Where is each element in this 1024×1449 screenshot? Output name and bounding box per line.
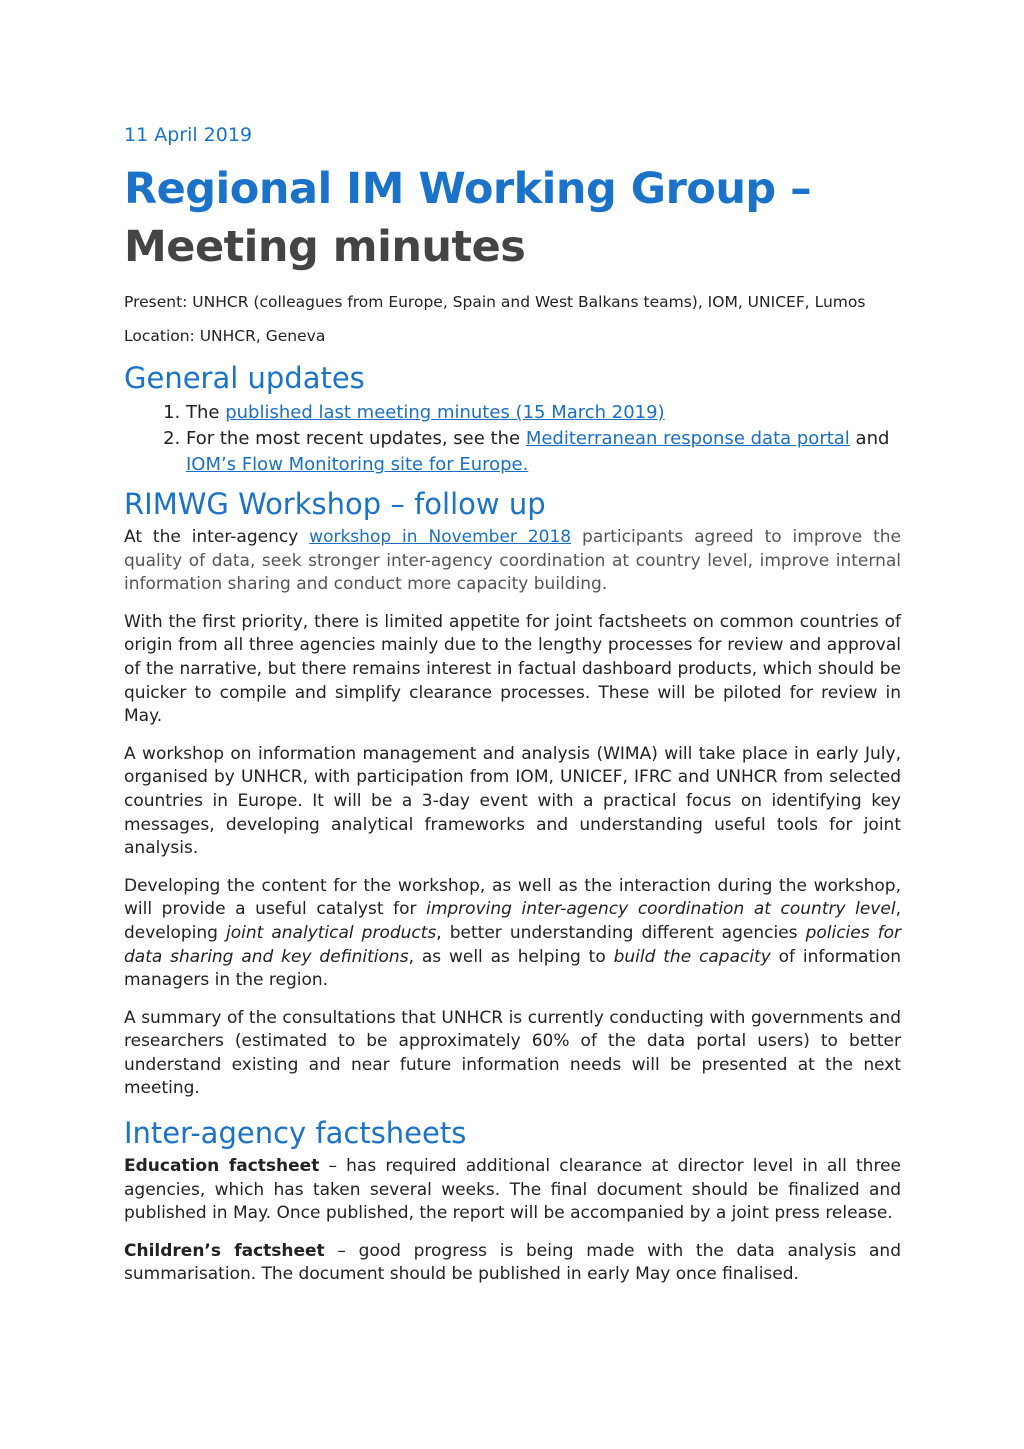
location-line: Location: UNHCR, Geneva xyxy=(124,327,326,345)
item2-mid: and xyxy=(849,428,890,449)
p4-emphasis-1: improving inter-agency coordination at country level xyxy=(426,899,896,920)
rimwg-heading: RIMWG Workshop – follow up xyxy=(124,487,546,521)
rimwg-paragraph-5: A summary of the consultations that UNHCR is currently conducting with governments and researchers (estimated to be approximately 60% of the data portal users) to better understand existing and near future information needs will be presented at the next meeting. xyxy=(124,1007,901,1099)
education-factsheet-paragraph xyxy=(124,1155,901,1226)
p4-text-c: , better understanding different agencies xyxy=(436,922,806,943)
p4-text-e: of information managers in the region. xyxy=(124,946,902,991)
rimwg-paragraph-2: With the first priority, there is limited appetite for joint factsheets on common countries of origin from all three agencies mainly due to the lengthy processes for review and approval of the narrative, but there remains interest in factual dashboard products, which should be quicker to compile and simplify clearance processes. These will be piloted for review in May. xyxy=(124,611,901,727)
rimwg-paragraph-3: A workshop on information management and analysis (WIMA) will take place in early July, organised by UNHCR, with participation from IOM, UNICEF, IFRC and UNHCR from selected countries in Europe. It will be a 3-day event with a practical focus on identifying key messages, developing analytical frameworks and understanding useful tools for joint analysis. xyxy=(124,743,901,859)
factsheets-heading: Inter-agency factsheets xyxy=(124,1116,467,1151)
present-line: Present: UNHCR (colleagues from Europe, Spain and West Balkans teams), IOM, UNICEF, Lumos xyxy=(124,293,866,311)
p4-emphasis-3: policies for data sharing and key definitions xyxy=(124,922,902,967)
workshop-link[interactable]: workshop in November 2018 xyxy=(309,527,572,547)
p4-emphasis-4: build the capacity xyxy=(613,946,771,967)
item1-prefix: The xyxy=(186,402,226,423)
list-item xyxy=(186,426,901,478)
p4-text-b: , developing xyxy=(124,899,901,943)
flow-monitoring-link[interactable]: IOM’s Flow Monitoring site for Europe. xyxy=(186,454,529,475)
children-factsheet-label: Children’s factsheet xyxy=(124,1240,325,1261)
p4-text-a: Developing the content for the workshop, as well as the interaction during the workshop, will provide a useful catalyst for xyxy=(124,875,901,920)
document-page xyxy=(124,124,901,1301)
rimwg-paragraph-4 xyxy=(124,875,901,993)
meeting-minutes-link[interactable]: published last meeting minutes (15 March 2019) xyxy=(225,402,665,423)
rimwg-paragraph-1 xyxy=(124,526,901,597)
list-item xyxy=(186,400,901,426)
data-portal-link[interactable]: Mediterranean response data portal xyxy=(525,428,850,449)
p4-emphasis-2: joint analytical products xyxy=(226,922,437,943)
p4-text-d: , as well as helping to xyxy=(408,946,614,967)
p1-prefix: At the inter-agency xyxy=(124,527,310,547)
general-updates-heading: General updates xyxy=(124,361,365,395)
item2-prefix: For the most recent updates, see the xyxy=(186,428,526,449)
p1-rest: participants agreed to improve the quality of data, seek stronger inter-agency coordination at country level, improve internal information sharing and conduct more capacity building. xyxy=(124,527,901,595)
general-updates-list xyxy=(124,400,901,478)
education-factsheet-text: – has required additional clearance at director level in all three agencies, which has taken several weeks. The final document should be finalized and published in May. Once published, the report will be accompanied by a joint press release. xyxy=(124,1156,901,1224)
meeting-date: 11 April 2019 xyxy=(124,124,253,146)
children-factsheet-paragraph xyxy=(124,1240,901,1287)
children-factsheet-text: – good progress is being made with the data analysis and summarisation. The document should be published in early May once finalised. xyxy=(124,1240,901,1285)
title-line-2: Meeting minutes xyxy=(124,222,526,272)
education-factsheet-label: Education factsheet xyxy=(124,1156,320,1177)
page-title xyxy=(124,160,901,276)
title-line-1: Regional IM Working Group – xyxy=(124,164,812,214)
